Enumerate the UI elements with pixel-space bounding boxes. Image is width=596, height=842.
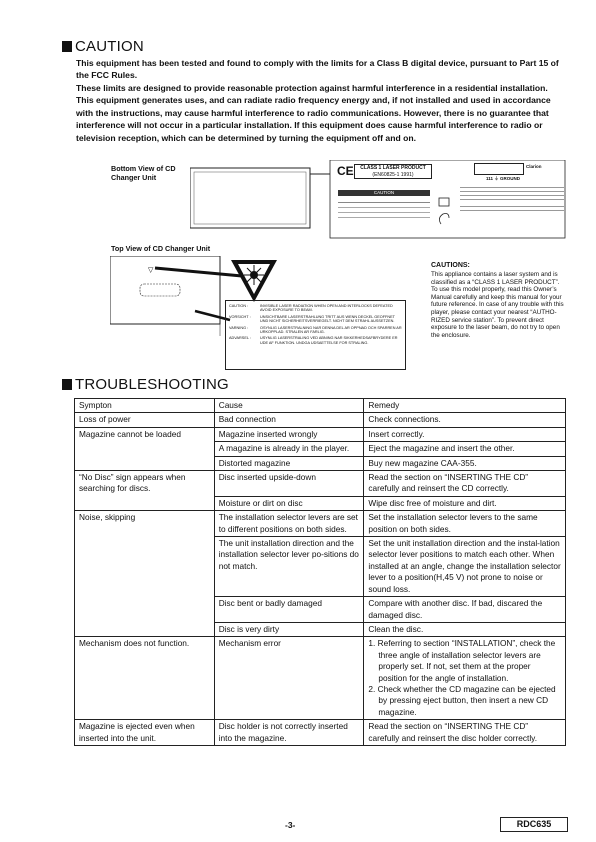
- symptom-cell: Magazine cannot be loaded: [75, 427, 215, 470]
- remedy-step: 2. Check whether the CD magazine can be ejected by pressing eject button, then insert a new CD magazine.: [368, 683, 556, 717]
- warning-line: ADVARSEL : USYNLIG LASERSTRALING VED ABNING NAR SIKKERHEDSAFBRYDERE ER UDE AF FUNKTION. UNDGA UDSAETTELSE FOR STRALING.: [229, 336, 398, 345]
- brand-label: Clarion: [526, 164, 542, 169]
- header-remedy: Remedy: [364, 399, 566, 413]
- remedy-cell: Set the unit installation direction and the instal-lation selector lever positions to match each other. When installed at an angle, change the installation selector lever to a position(H,45 V) not prone to noise or sound loss.: [364, 537, 566, 597]
- cause-cell: Magazine inserted wrongly: [214, 427, 364, 441]
- cause-cell: The installation selector levers are set to different positions on both sides.: [214, 511, 364, 537]
- laser-product-label: CLASS 1 LASER PRODUCT (EN60825-1 1991): [354, 164, 432, 179]
- cause-cell: Distorted magazine: [214, 456, 364, 470]
- model-plate-box: [474, 163, 524, 175]
- connector-icon: [436, 196, 456, 236]
- cause-cell: Moisture or dirt on disc: [214, 496, 364, 510]
- cause-cell: Disc bent or badly damaged: [214, 597, 364, 623]
- top-view-label: Top View of CD Changer Unit: [111, 244, 211, 253]
- caution-title: CAUTION: [75, 38, 144, 55]
- remedy-cell: Check connections.: [364, 413, 566, 427]
- header-cause: Cause: [214, 399, 364, 413]
- symptom-cell: Mechanism does not function.: [75, 637, 215, 720]
- warning-line: CAUTION : INVISIBLE LASER RADIATION WHEN OPEN AND INTERLOCKS DEFEATED AVOID EXPOSURE TO BEAM.: [229, 304, 393, 313]
- table-row: [75, 471, 566, 497]
- ground-label: 111 ⏚ GROUND: [486, 176, 521, 181]
- ce-mark: CE: [337, 164, 354, 178]
- model-code: RDC635: [500, 817, 568, 832]
- remedy-step: 1. Referring to section “INSTALLATION”, check the three angle of installation selector levers are properly set. If not, set them at the proper position for the angle of installation.: [368, 638, 556, 683]
- remedy-cell: Eject the magazine and insert the other.: [364, 442, 566, 456]
- caution-heading: [62, 38, 144, 55]
- warning-line: VARNING : OSYNLIG LASERSTRALNING NAR DENNA DEL AR OPPNAD OCH SPARREN AR URKOPPLAD. STRALEN AR FARLIG.: [229, 325, 402, 335]
- section-bullet-icon: [62, 379, 72, 390]
- caution-paragraph-2: These limits are designed to provide reasonable protection against harmful interference in a residential installation. This equipment generates uses, and can radiate radio frequency energy and, if not installed and used in accordance with the instructions, may cause harmful interference to radio communications. However, there is no guarantee that interference will not occur in a particular installation. If this equipment does cause harmful interference to radio or television reception, which can be determined by turning the equipment off and on.: [76, 83, 551, 143]
- cause-cell: Mechanism error: [214, 637, 364, 720]
- cause-cell: Disc is very dirty: [214, 622, 364, 636]
- table-header-row: [75, 399, 566, 413]
- cause-cell: Disc inserted upside-down: [214, 471, 364, 497]
- laser-warning-label: [225, 300, 406, 370]
- cause-cell: A magazine is already in the player.: [214, 442, 364, 456]
- header-symptom: Sympton: [75, 399, 215, 413]
- remedy-cell: Wipe disc free of moisture and dirt.: [364, 496, 566, 510]
- cause-cell: The unit installation direction and the installation selector lever po-sitions do not match.: [214, 537, 364, 597]
- cause-cell: Bad connection: [214, 413, 364, 427]
- remedy-cell: [364, 637, 566, 720]
- troubleshooting-heading: [62, 376, 229, 393]
- troubleshooting-table: [74, 398, 566, 746]
- remedy-cell: Set the installation selector levers to the same position on both sides.: [364, 511, 566, 537]
- table-row: [75, 413, 566, 427]
- warning-line: VORSICHT : UNSICHTBARE LASERSTRAHLUNG TRITT AUS WENN DECKEL GEOFFNET UND NICHT SICHERHEITSVERRIEGELT. NICHT DEM STRAHL AUSSETZEN.: [229, 314, 395, 324]
- symptom-cell: “No Disc” sign appears when searching for discs.: [75, 471, 215, 511]
- svg-text:▽: ▽: [148, 266, 154, 274]
- table-row: [75, 637, 566, 720]
- bottom-view-label: Bottom View of CD Changer Unit: [111, 164, 176, 182]
- plate-fine-print: [460, 184, 564, 224]
- remedy-cell: Read the section on “INSERTING THE CD” carefully and reinsert the disc holder correctly.: [364, 720, 566, 746]
- remedy-cell: Clean the disc.: [364, 622, 566, 636]
- table-row: [75, 427, 566, 441]
- symptom-cell: Magazine is ejected even when inserted into the unit.: [75, 720, 215, 746]
- table-row: [75, 511, 566, 537]
- remedy-cell: Read the section on “INSERTING THE CD” carefully and reinsert the CD correctly.: [364, 471, 566, 497]
- label-fine-print: [338, 198, 430, 226]
- cautions-title: CAUTIONS:: [431, 262, 470, 269]
- remedy-cell: Insert correctly.: [364, 427, 566, 441]
- remedy-cell: Buy new magazine CAA-355.: [364, 456, 566, 470]
- section-bullet-icon: [62, 41, 72, 52]
- symptom-cell: Loss of power: [75, 413, 215, 427]
- caution-paragraph-1: This equipment has been tested and found to comply with the limits for a Class B digital device, pursuant to Part 15 of the FCC Rules.: [76, 58, 559, 81]
- remedy-cell: Compare with another disc. If bad, discared the damaged disc.: [364, 597, 566, 623]
- page-number: -3-: [285, 820, 296, 830]
- cause-cell: Disc holder is not correctly inserted into the magazine.: [214, 720, 364, 746]
- laser-warning-triangle-icon: [229, 258, 279, 304]
- table-row: [75, 720, 566, 746]
- cautions-text: This appliance contains a laser system and is classified as a “CLASS 1 LASER PRODUCT”. To use this model properly, read this Owner’s Manual carefully and keep this manual for your future reference. In case of any trouble with this player, please contact your nearest “AUTHO-RIZED service station”. To prevent direct exposure to the laser beam, do not try to open the enclosure.: [431, 271, 564, 339]
- caution-strip: CAUTION: [338, 190, 430, 196]
- symptom-cell: Noise, skipping: [75, 511, 215, 637]
- troubleshooting-title: TROUBLESHOOTING: [75, 376, 229, 393]
